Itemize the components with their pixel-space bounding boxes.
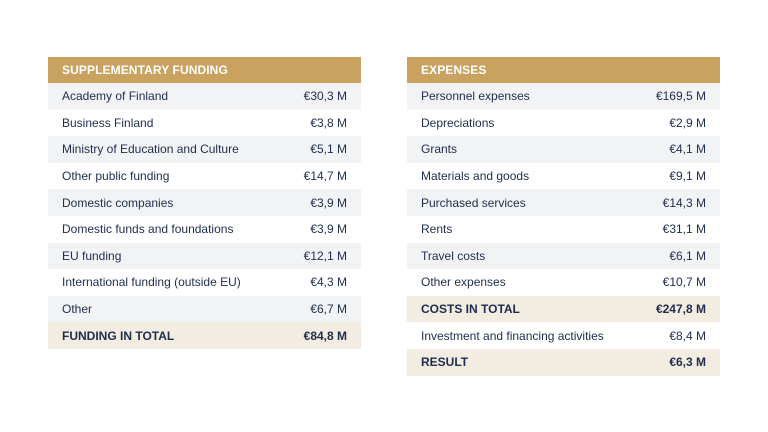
row-label: Investment and financing activities bbox=[421, 328, 604, 343]
row-value: €3,8 M bbox=[310, 115, 347, 130]
total-label: FUNDING IN TOTAL bbox=[62, 328, 175, 343]
table-row bbox=[48, 83, 361, 110]
table-row bbox=[407, 216, 720, 243]
row-label: Grants bbox=[421, 142, 458, 157]
result-label: RESULT bbox=[421, 355, 469, 370]
table-row bbox=[48, 216, 361, 243]
row-label: Personnel expenses bbox=[421, 89, 530, 104]
row-label: EU funding bbox=[62, 248, 122, 263]
row-value: €31,1 M bbox=[662, 222, 706, 237]
row-value: €169,5 M bbox=[655, 89, 706, 104]
table-row bbox=[48, 243, 361, 270]
row-label: Academy of Finland bbox=[62, 89, 169, 104]
result-row bbox=[407, 349, 720, 376]
table-row bbox=[48, 136, 361, 163]
supplementary-funding-table bbox=[48, 57, 361, 349]
row-label: Business Finland bbox=[62, 115, 154, 130]
total-value: €84,8 M bbox=[303, 328, 347, 343]
table-row bbox=[407, 163, 720, 190]
table-row bbox=[407, 136, 720, 163]
row-label: Domestic funds and foundations bbox=[62, 222, 234, 237]
table-row bbox=[407, 269, 720, 296]
row-value: €5,1 M bbox=[310, 142, 347, 157]
row-label: Materials and goods bbox=[421, 169, 530, 184]
table-row bbox=[407, 243, 720, 270]
row-label: Travel costs bbox=[421, 248, 486, 263]
total-label: COSTS IN TOTAL bbox=[421, 302, 520, 317]
row-label: Purchased services bbox=[421, 195, 526, 210]
row-value: €3,9 M bbox=[310, 195, 347, 210]
table-row bbox=[407, 110, 720, 137]
investment-row bbox=[407, 322, 720, 349]
row-label: Other expenses bbox=[421, 275, 506, 290]
table-row bbox=[48, 189, 361, 216]
table-row bbox=[407, 189, 720, 216]
row-value: €8,4 M bbox=[669, 328, 706, 343]
row-value: €12,1 M bbox=[303, 248, 347, 263]
funding-total-row bbox=[48, 322, 361, 349]
row-label: Rents bbox=[421, 222, 453, 237]
result-value: €6,3 M bbox=[669, 355, 706, 370]
row-value: €3,9 M bbox=[310, 222, 347, 237]
table-row bbox=[407, 83, 720, 110]
row-value: €14,3 M bbox=[662, 195, 706, 210]
row-value: €10,7 M bbox=[662, 275, 706, 290]
row-label: Other public funding bbox=[62, 169, 170, 184]
row-label: International funding (outside EU) bbox=[62, 275, 241, 290]
total-value: €247,8 M bbox=[655, 302, 706, 317]
row-value: €4,3 M bbox=[310, 275, 347, 290]
row-value: €30,3 M bbox=[303, 89, 347, 104]
expenses-table-header: EXPENSES bbox=[407, 57, 720, 83]
expenses-table bbox=[407, 57, 720, 376]
costs-total-row bbox=[407, 296, 720, 323]
row-value: €2,9 M bbox=[669, 115, 706, 130]
table-row bbox=[48, 110, 361, 137]
row-value: €4,1 M bbox=[669, 142, 706, 157]
table-row bbox=[48, 269, 361, 296]
funding-table-header: SUPPLEMENTARY FUNDING bbox=[48, 57, 361, 83]
row-label: Ministry of Education and Culture bbox=[62, 142, 239, 157]
row-label: Other bbox=[62, 302, 93, 317]
table-row bbox=[48, 296, 361, 323]
row-value: €9,1 M bbox=[669, 169, 706, 184]
row-value: €14,7 M bbox=[303, 169, 347, 184]
table-row bbox=[48, 163, 361, 190]
row-value: €6,7 M bbox=[310, 302, 347, 317]
row-label: Depreciations bbox=[421, 115, 495, 130]
row-label: Domestic companies bbox=[62, 195, 174, 210]
row-value: €6,1 M bbox=[669, 248, 706, 263]
